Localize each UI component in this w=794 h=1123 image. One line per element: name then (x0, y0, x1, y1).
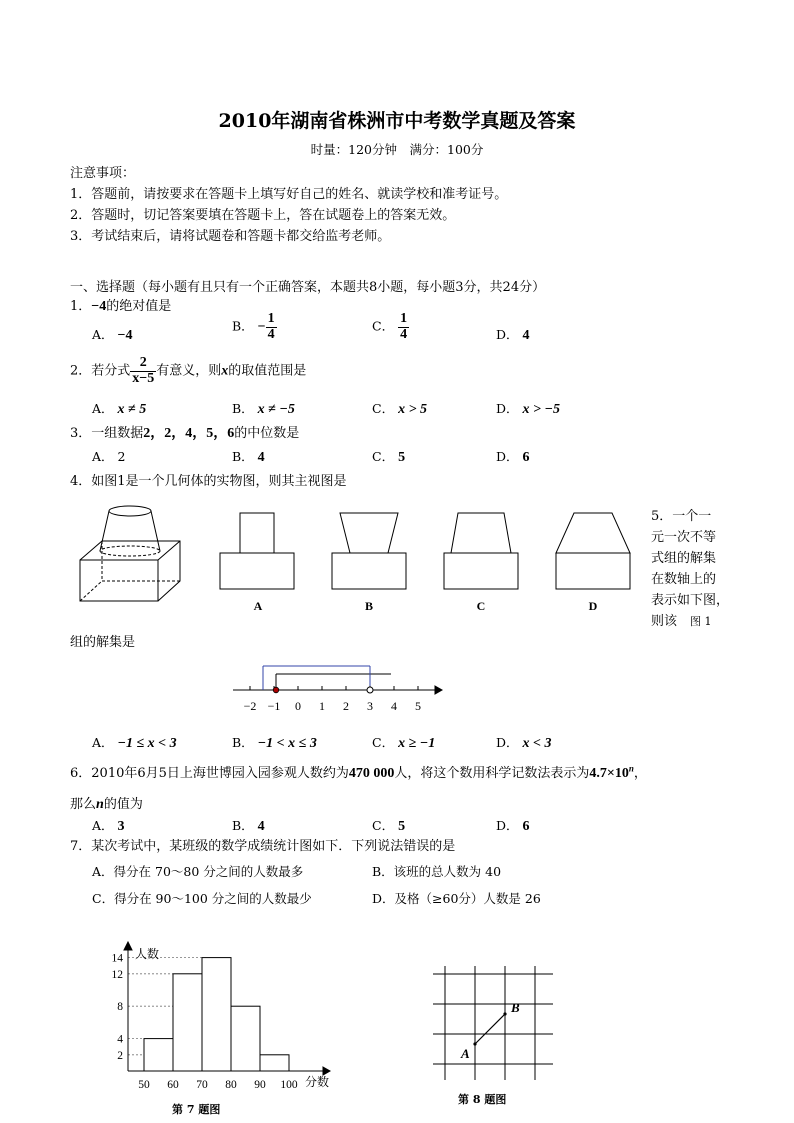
q1-option-d: D． 4 (496, 327, 530, 343)
point-b-label: B (511, 1000, 520, 1015)
option-b-figure (332, 513, 406, 589)
q1-option-a: A． −4 (92, 327, 133, 343)
question-3: 3．一组数据2，2，4，5，6的中位数是 (70, 426, 300, 441)
histogram-bar (173, 974, 202, 1071)
question-1: 1．−4的绝对值是 (70, 299, 172, 314)
notice-item-2: 2．答题时，切记答案要填在答题卡上，答在试题卷上的答案无效。 (70, 208, 456, 223)
open-point (367, 687, 373, 693)
section-heading: 一、选择题（每小题有且只有一个正确答案，本题共8小题，每小题3分，共24分） (70, 280, 546, 295)
q2-option-d: D． x > −5 (496, 401, 560, 417)
question-5-cont: 组的解集是 (70, 635, 136, 650)
q5-option-c: C． x ≥ −1 (372, 735, 436, 751)
x-tick-label: 100 (280, 1079, 298, 1091)
q8-figure-caption: 第 8 题图 (458, 1093, 507, 1106)
q3-option-b: B． 4 (232, 449, 265, 465)
number-line-tick-label: −2 (243, 699, 257, 713)
number-line-tick-label: 0 (295, 699, 301, 713)
page-title: 2010年湖南省株洲市中考数学真题及答案 (218, 110, 576, 132)
y-tick-label: 4 (117, 1033, 123, 1046)
q5-option-a: A． −1 ≤ x < 3 (92, 735, 177, 751)
number-line-tick-label: 1 (319, 699, 325, 713)
notice-item-1: 1．答题前，请按要求在答题卡上填写好自己的姓名、就读学校和准考证号。 (70, 187, 508, 202)
q3-option-a: A． 2 (92, 449, 126, 464)
score-histogram (95, 938, 345, 1098)
notice-item-3: 3．考试结束后，请将试题卷和答题卡都交给监考老师。 (70, 229, 391, 244)
q8-grid-figure (428, 962, 558, 1087)
x-axis-label: 分数 (305, 1075, 330, 1089)
question-6: 6．2010年6月5日上海世博园入园参观人数约为470 000人，将这个数用科学记数法表示为$4.7\times 10^n$， (70, 763, 647, 781)
q5-option-b: B． −1 < x ≤ 3 (232, 735, 317, 751)
x-tick-label: 60 (167, 1079, 179, 1091)
question-2: 2．若分式 $\frac{2}{x-5}$ 有意义，则x的取值范围是 (70, 355, 307, 386)
number-line-tick-label: 2 (343, 699, 349, 713)
label-d: D (588, 599, 598, 613)
q7-option-a: A．得分在 70～80 分之间的人数最多 (92, 864, 304, 879)
histogram-bar (260, 1055, 289, 1071)
filled-point (273, 687, 279, 693)
question-7: 7．某次考试中，某班级的数学成绩统计图如下．下列说法错误的是 (70, 839, 456, 854)
number-line-tick-label: 5 (415, 699, 421, 713)
option-a-figure (220, 513, 294, 589)
q1-option-b: B． − $\frac{1}{4}$ (232, 311, 275, 342)
q6-option-c: C． 5 (372, 818, 406, 834)
histogram-bar (144, 1039, 173, 1071)
q7-option-d: D．及格（≥60分）人数是 26 (372, 891, 541, 906)
q7-option-c: C．得分在 90～100 分之间的人数最少 (92, 891, 312, 906)
q6-option-a: A． 3 (92, 818, 125, 834)
option-d-figure (556, 513, 630, 589)
x-tick-label: 50 (138, 1079, 150, 1091)
label-c: C (476, 599, 486, 613)
q6-option-d: D． 6 (496, 818, 530, 834)
exam-info: 时量：120分钟 满分：100分 (310, 142, 484, 157)
y-tick-label: 8 (117, 1001, 123, 1014)
y-tick-label: 12 (111, 968, 123, 981)
number-line (225, 658, 445, 718)
x-tick-label: 70 (196, 1079, 208, 1091)
number-line-tick-label: 4 (391, 699, 397, 713)
solid-figure (80, 506, 180, 601)
number-line-tick-label: −1 (267, 699, 281, 713)
q4-figures (70, 500, 645, 620)
point-a-label: A (461, 1046, 470, 1061)
q2-option-b: B． x ≠ −5 (232, 401, 295, 417)
histogram-bar (231, 1006, 260, 1071)
q5-option-d: D． x < 3 (496, 735, 552, 751)
y-tick-label: 14 (111, 952, 123, 965)
x-tick-label: 90 (254, 1079, 266, 1091)
q7-figure-caption: 第 7 题图 (172, 1103, 221, 1116)
question-5-start: 5．一个一 元一次不等 式组的解集 在数轴上的 表示如下图， 则该 图 1 (651, 509, 730, 629)
y-tick-label: 2 (117, 1049, 123, 1062)
x-tick-label: 80 (225, 1079, 237, 1091)
option-c-figure (444, 513, 518, 589)
q6-option-b: B． 4 (232, 818, 265, 834)
question-4: 4．如图1是一个几何体的实物图，则其主视图是 (70, 474, 347, 489)
q3-option-d: D． 6 (496, 449, 530, 465)
number-line-tick-label: 3 (367, 699, 373, 713)
question-6-line2: 那么n的值为 (70, 797, 143, 812)
notice-heading: 注意事项： (70, 166, 136, 181)
q2-option-c: C． x > 5 (372, 401, 428, 417)
y-axis-label: 人数 (135, 947, 160, 961)
q1-option-c: C． $\frac{1}{4}$ (372, 311, 408, 342)
figure-1-label: 图 1 (690, 615, 712, 628)
q2-option-a: A． x ≠ 5 (92, 401, 147, 417)
label-a: A (253, 599, 263, 613)
q7-option-b: B．该班的总人数为 40 (372, 864, 502, 879)
histogram-bar (202, 958, 231, 1071)
label-b: B (364, 599, 374, 613)
q3-option-c: C． 5 (372, 449, 406, 465)
